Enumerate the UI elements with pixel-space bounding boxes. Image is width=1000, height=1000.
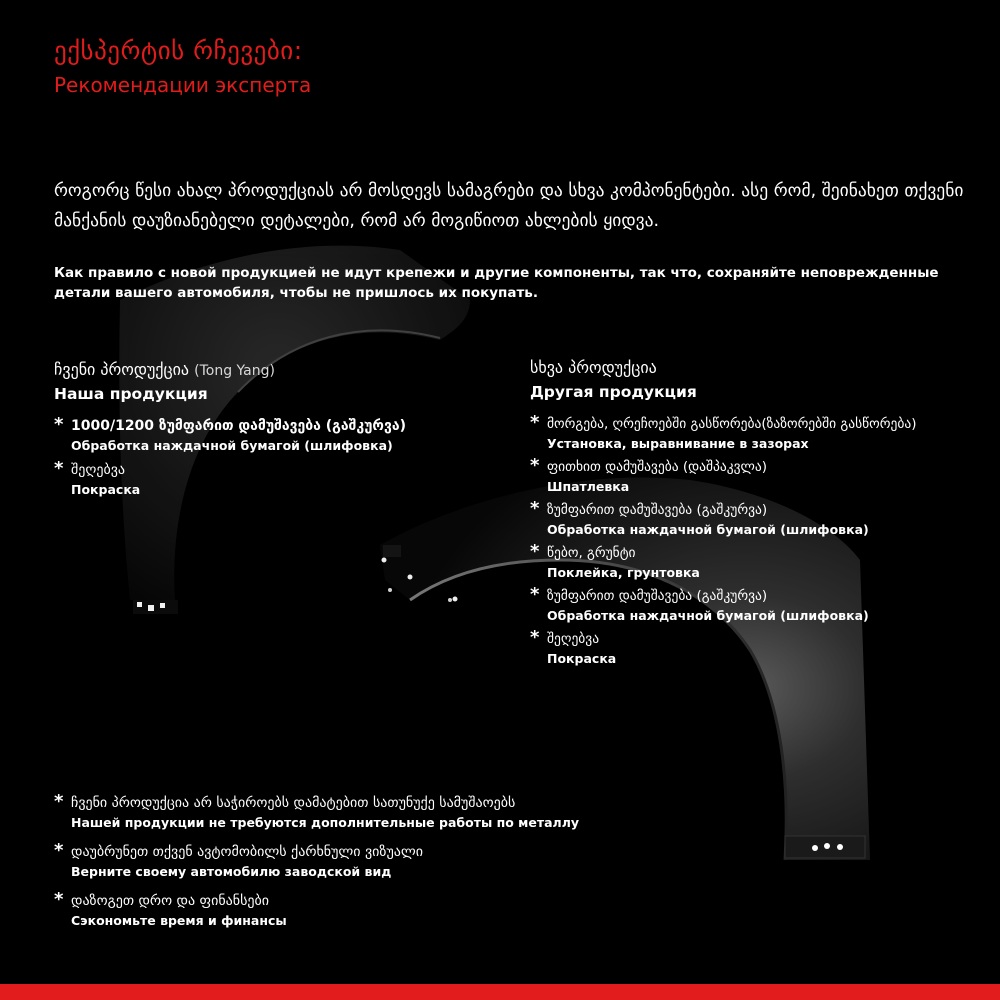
list-item (530, 628, 916, 668)
step-label-ru: Шпатлевка (547, 479, 630, 494)
bullet-star-icon: * (54, 458, 64, 479)
step-label: ფითხით დამუშავება (დაშპაკვლა) (547, 459, 768, 475)
bullet-star-icon: * (54, 414, 64, 435)
brand-name: (Tong Yang) (194, 363, 275, 379)
intro-text-russian: Как правило с новой продукцией не идут крепежи и другие компоненты, так что, сохраняйте неповрежденные детали вашего автомобиля, чтобы не пришлось их покупать. (54, 265, 939, 301)
our-products-steps (54, 415, 406, 499)
page-title: ექსპერტის რჩევები: (54, 36, 303, 65)
benefit-label-ru: Верните своему автомобилю заводской вид (71, 864, 392, 879)
benefit-label: დაზოგეთ დრო და ფინანსები (71, 893, 269, 909)
list-item (530, 585, 916, 625)
step-label: 1000/1200 ზუმფარით დამუშავება (გაშკურვა) (71, 418, 406, 434)
our-products-heading-ru: Наша продукция (54, 385, 208, 403)
step-label-ru: Установка, выравнивание в зазорах (547, 436, 809, 451)
benefit-label-ru: Сэкономьте время и финансы (71, 913, 287, 928)
step-label: შეღებვა (547, 631, 600, 647)
bullet-star-icon: * (530, 584, 540, 605)
bullet-star-icon: * (530, 412, 540, 433)
step-label-ru: Обработка наждачной бумагой (шлифовка) (71, 438, 393, 453)
list-item (530, 413, 916, 453)
benefits-list (54, 792, 579, 939)
step-label: ზუმფარით დამუშავება (გაშკურვა) (547, 502, 768, 518)
list-item (530, 499, 916, 539)
step-label-ru: Поклейка, грунтовка (547, 565, 700, 580)
bullet-star-icon: * (54, 791, 64, 812)
bottom-accent-bar (0, 984, 1000, 1000)
benefit-label-ru: Нашей продукции не требуются дополнительные работы по металлу (71, 815, 580, 830)
benefit-label: დაუბრუნეთ თქვენ ავტომობილს ქარხნული ვიზუალი (71, 844, 424, 860)
other-products-heading: სხვა პროდუქცია (530, 358, 657, 377)
bullet-star-icon: * (530, 455, 540, 476)
step-label: ზუმფარით დამუშავება (გაშკურვა) (547, 588, 768, 604)
other-products-section (530, 358, 916, 671)
bullet-star-icon: * (530, 541, 540, 562)
other-products-steps (530, 413, 916, 668)
page-subtitle: Рекомендации эксперта (54, 73, 312, 97)
list-item (54, 792, 579, 832)
list-item (530, 542, 916, 582)
bullet-star-icon: * (530, 498, 540, 519)
step-label: წებო, გრუნტი (547, 545, 636, 561)
our-products-section (54, 360, 406, 503)
list-item (54, 841, 579, 881)
step-label-ru: Обработка наждачной бумагой (шлифовка) (547, 522, 869, 537)
step-label-ru: Обработка наждачной бумагой (шлифовка) (547, 608, 869, 623)
other-products-heading-ru: Другая продукция (530, 383, 697, 401)
list-item (54, 459, 406, 499)
bullet-star-icon: * (54, 840, 64, 861)
list-item (54, 890, 579, 930)
list-item (54, 415, 406, 455)
step-label-ru: Покраска (547, 651, 617, 666)
our-products-heading (54, 360, 406, 379)
benefit-label: ჩვენი პროდუქცია არ საჭიროებს დამატებით სათუნუქე სამუშაოებს (71, 795, 516, 811)
step-label: შეღებვა (71, 462, 126, 478)
list-item (530, 456, 916, 496)
step-label-ru: Покраска (71, 482, 141, 497)
bullet-star-icon: * (530, 627, 540, 648)
step-label: მორგება, ღრეჩოებში გასწორება(ზაზორებში გასწორება) (547, 416, 917, 432)
bullet-star-icon: * (54, 889, 64, 910)
intro-text-georgian: როგორც წესი ახალ პროდუქციას არ მოსდევს სამაგრები და სხვა კომპონენტები. ასე რომ, შეინახეთ თქვენი მანქანის დაუზიანებელი დეტალები, რომ არ მოგიწიოთ ახლების ყიდვა. (54, 181, 964, 231)
our-products-heading-text: ჩვენი პროდუქცია (54, 360, 190, 379)
